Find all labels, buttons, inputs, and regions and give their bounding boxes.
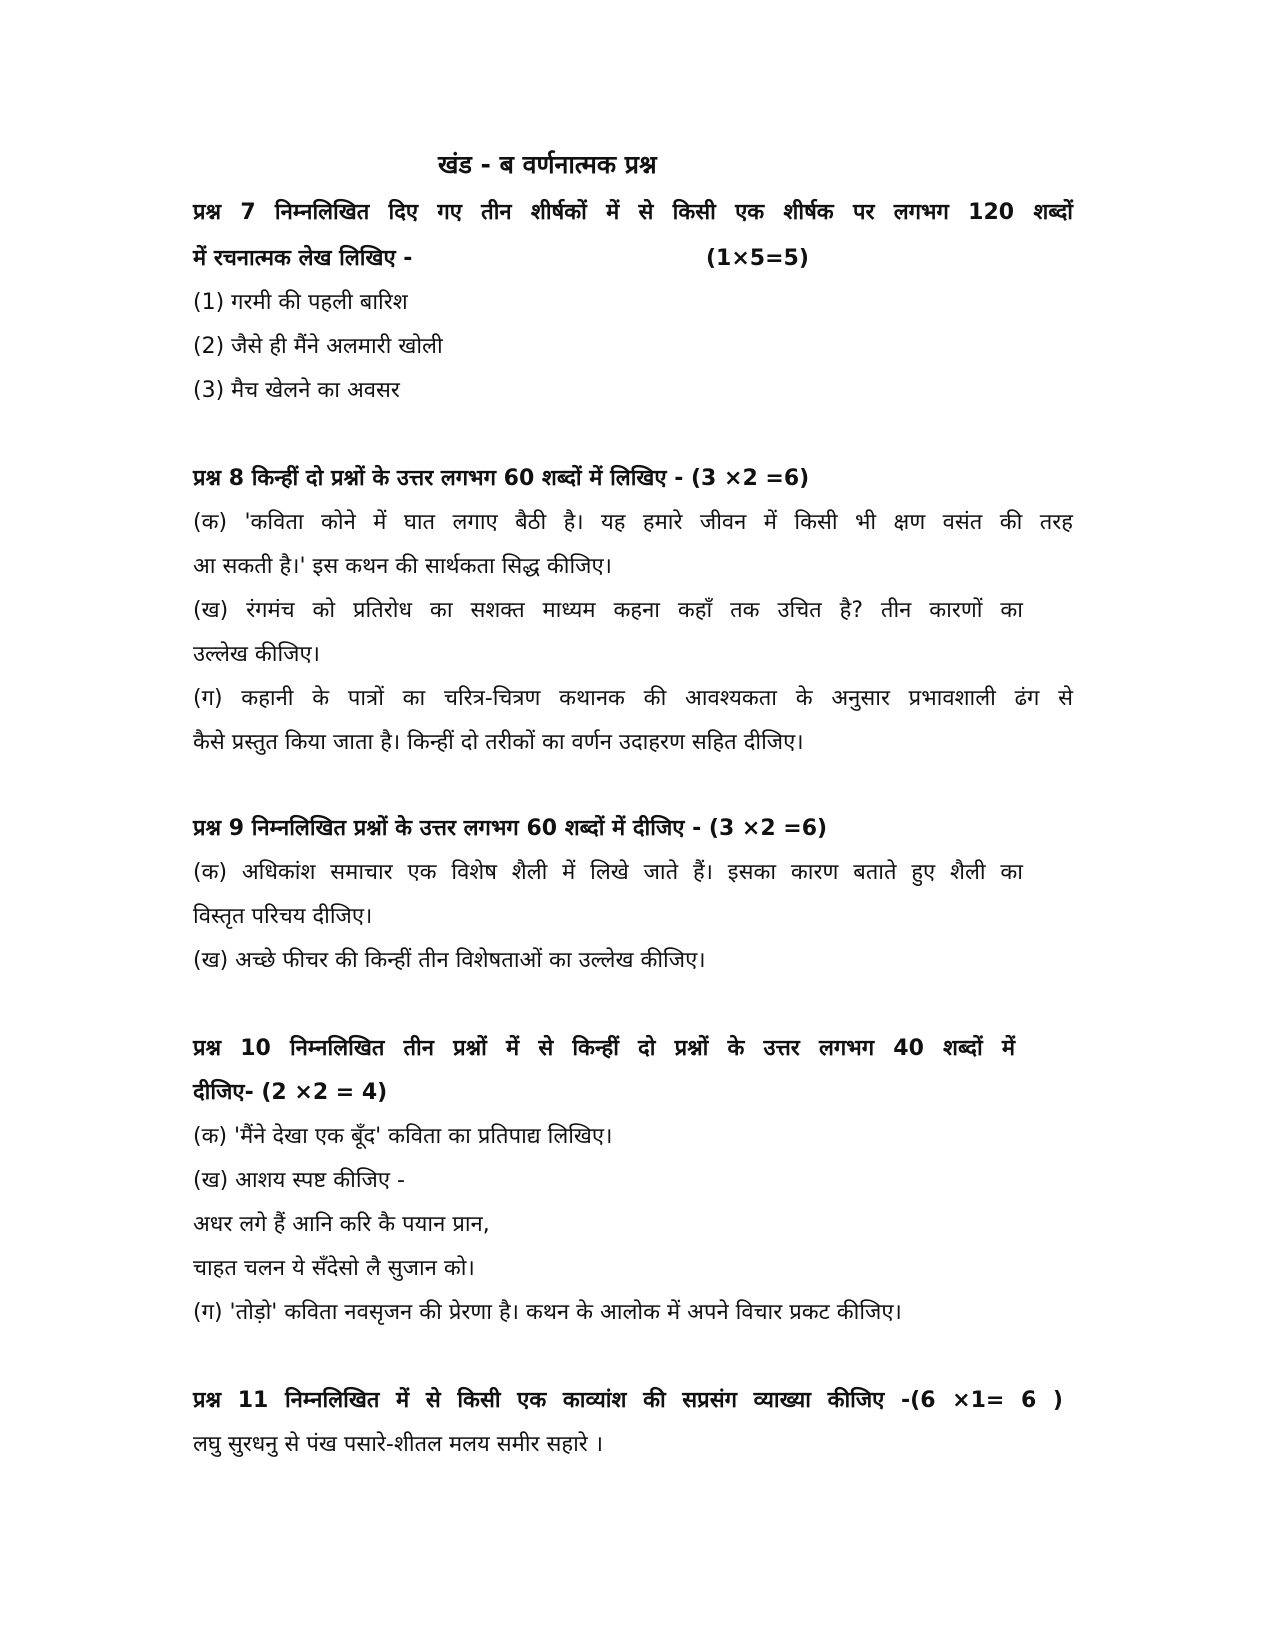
- q7-heading-line1: प्रश्न 7 निम्नलिखित दिए गए तीन शीर्षकों में से किसी एक शीर्षक पर लगभग 120 शब्दों: [193, 200, 1073, 225]
- q10-line-5: (ग) 'तोड़ो' कविता नवसृजन की प्रेरणा है। कथन के आलोक में अपने विचार प्रकट कीजिए।: [193, 1300, 902, 1325]
- q11-line-1: लघु सुरधनु से पंख पसारे-शीतल मलय समीर सहारे ।: [193, 1432, 604, 1457]
- q8-heading: प्रश्न 8 किन्हीं दो प्रश्नों के उत्तर लगभग 60 शब्दों में लिखिए - (3 ×2 =6): [193, 466, 810, 491]
- q7-option-3: (3) मैच खेलने का अवसर: [193, 378, 400, 403]
- q10-line-3: अधर लगे हैं आनि करि कै पयान प्रान,: [193, 1212, 490, 1237]
- q8-line-3: (ख) रंगमंच को प्रतिरोध का सशक्त माध्यम कहना कहाँ तक उचित है? तीन कारणों का: [193, 598, 1023, 623]
- q8-line-4: उल्लेख कीजिए।: [193, 642, 321, 667]
- q10-line-4: चाहत चलन ये सँदेसो लै सुजान को।: [193, 1256, 475, 1281]
- q7-marks: (1×5=5): [706, 246, 809, 271]
- q8-line-1: (क) 'कविता कोने में घात लगाए बैठी है। यह हमारे जीवन में किसी भी क्षण वसंत की तरह: [193, 510, 1073, 535]
- q7-option-1: (1) गरमी की पहली बारिश: [193, 290, 408, 315]
- q9-line-2: विस्तृत परिचय दीजिए।: [193, 904, 373, 929]
- q8-line-5: (ग) कहानी के पात्रों का चरित्र-चित्रण कथानक की आवश्यकता के अनुसार प्रभावशाली ढंग से: [193, 686, 1073, 711]
- q10-heading-line2: दीजिए- (2 ×2 = 4): [193, 1080, 388, 1105]
- q9-heading: प्रश्न 9 निम्नलिखित प्रश्नों के उत्तर लगभग 60 शब्दों में दीजिए - (3 ×2 =6): [193, 816, 828, 841]
- q11-heading: प्रश्न 11 निम्नलिखित में से किसी एक काव्यांश की सप्रसंग व्याख्या कीजिए -(6 ×1= 6 ): [193, 1388, 1063, 1413]
- q9-line-1: (क) अधिकांश समाचार एक विशेष शैली में लिखे जाते हैं। इसका कारण बताते हुए शैली का: [193, 860, 1023, 885]
- q8-line-2: आ सकती है।' इस कथन की सार्थकता सिद्ध कीजिए।: [193, 554, 612, 579]
- q9-line-3: (ख) अच्छे फीचर की किन्हीं तीन विशेषताओं का उल्लेख कीजिए।: [193, 948, 706, 973]
- q7-option-2: (2) जैसे ही मैंने अलमारी खोली: [193, 334, 443, 359]
- q10-heading-line1: प्रश्न 10 निम्नलिखित तीन प्रश्नों में से किन्हीं दो प्रश्नों के उत्तर लगभग 40 शब्दों में: [193, 1036, 1015, 1061]
- q8-line-6: कैसे प्रस्तुत किया जाता है। किन्हीं दो तरीकों का वर्णन उदाहरण सहित दीजिए।: [193, 730, 804, 755]
- section-title: खंड - ब वर्णनात्मक प्रश्न: [438, 150, 657, 179]
- q7-heading-line2: में रचनात्मक लेख लिखिए -: [193, 246, 413, 271]
- q10-line-1: (क) 'मैंने देखा एक बूँद' कविता का प्रतिपाद्य लिखिए।: [193, 1124, 613, 1149]
- q10-line-2: (ख) आशय स्पष्ट कीजिए -: [193, 1168, 405, 1193]
